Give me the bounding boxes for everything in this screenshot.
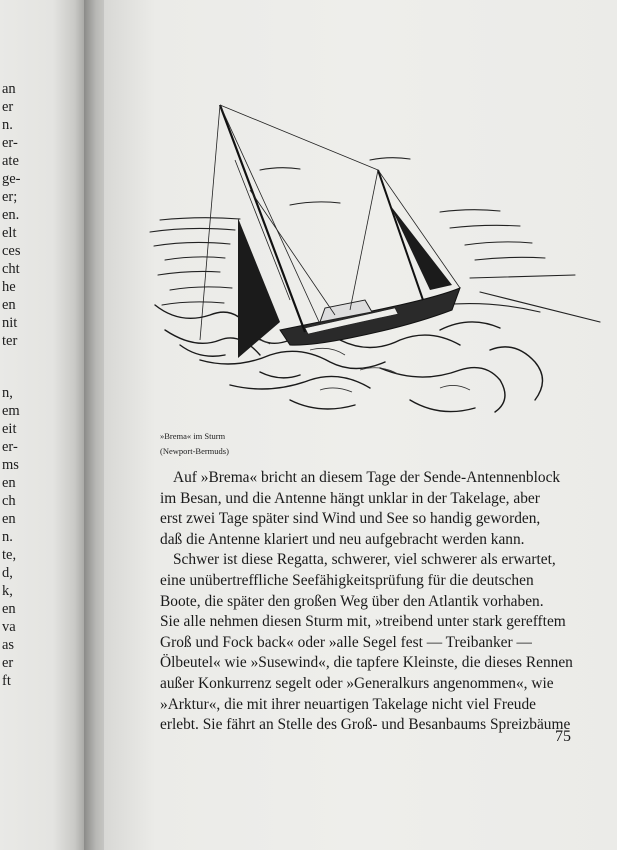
left-page-fragment: ch [2,493,16,509]
left-page-fragment: va [2,619,16,635]
paragraph-line: Auf »Brema« bricht an diesem Tage der Sende-Antennenblock [173,469,561,486]
left-page [0,0,88,850]
left-page-fragment: ft [2,673,11,689]
left-page-fragment: he [2,279,16,295]
paragraph-line: Sie alle nehmen diesen Sturm mit, »treibend unter stark gerefftem [160,613,566,631]
left-page-fragment: en. [2,207,20,223]
paragraph-line: erlebt. Sie fährt an Stelle des Groß- und Besanbaums Spreizbäume [160,716,571,734]
left-page-fragment: n, [2,385,13,401]
left-page-fragment: en [2,511,16,527]
left-page-fragment: k, [2,583,13,599]
left-page-fragment: ate [2,153,19,169]
left-page-fragment: ces [2,243,21,259]
left-page-fragment: n. [2,529,13,545]
left-page-fragment: cht [2,261,20,277]
left-page-fragment: en [2,475,16,491]
left-page-fragment: er- [2,439,18,455]
left-page-fragment: an [2,81,16,97]
paragraph-line: daß die Antenne klariert und neu aufgebracht werden kann. [160,530,525,548]
left-page-fragment: n. [2,117,13,133]
left-page-fragment: as [2,637,15,653]
left-page-fragment: eit [2,421,17,437]
left-page-fragment: ge- [2,171,21,187]
paragraph-line: Groß und Fock back« oder »alle Segel fest — Treibanker — [160,633,532,651]
left-page-fragment: er; [2,189,18,205]
left-page-fragment: er [2,99,14,115]
left-page-fragment: en [2,601,16,617]
paragraph-line: Boote, die später den großen Weg über den Atlantik vorhaben. [160,592,544,610]
paragraph-line: eine unübertreffliche Seefähigkeitsprüfung für die deutschen [160,571,534,589]
paragraph-line: erst zwei Tage später sind Wind und See so handig geworden, [160,510,541,528]
body-text [160,468,600,736]
left-page-fragment: ter [2,333,18,349]
left-page-fragment: d, [2,565,13,581]
left-page-fragment: elt [2,225,17,241]
paragraph-line: im Besan, und die Antenne hängt unklar in der Takelage, aber [160,489,540,507]
sailboat-in-storm-drawing-icon [140,100,610,430]
left-page-fragment: ms [2,457,19,473]
paragraph-line: außer Konkurrenz segelt oder »Generalkurs angenommen«, wie [160,674,554,692]
left-page-fragment: te, [2,547,17,563]
paragraph-line: »Arktur«, die mit ihrer neuartigen Takelage nicht viel Freude [160,695,537,713]
paragraph-line: Schwer ist diese Regatta, schwerer, viel schwerer als erwartet, [173,551,556,569]
page-number: 75 [555,728,571,745]
paragraph-line: Ölbeutel« wie »Susewind«, die tapfere Kleinste, die dieses Rennen [160,654,573,672]
left-page-fragment: nit [2,315,18,331]
left-page-fragment: er- [2,135,18,151]
figure-caption-line-2: (Newport-Bermuds) [160,446,229,456]
figure-caption-line-1: »Brema« im Sturm [160,431,226,441]
left-page-fragment: en [2,297,16,313]
left-page-fragment: er [2,655,14,671]
left-page-fragment: em [2,403,20,419]
